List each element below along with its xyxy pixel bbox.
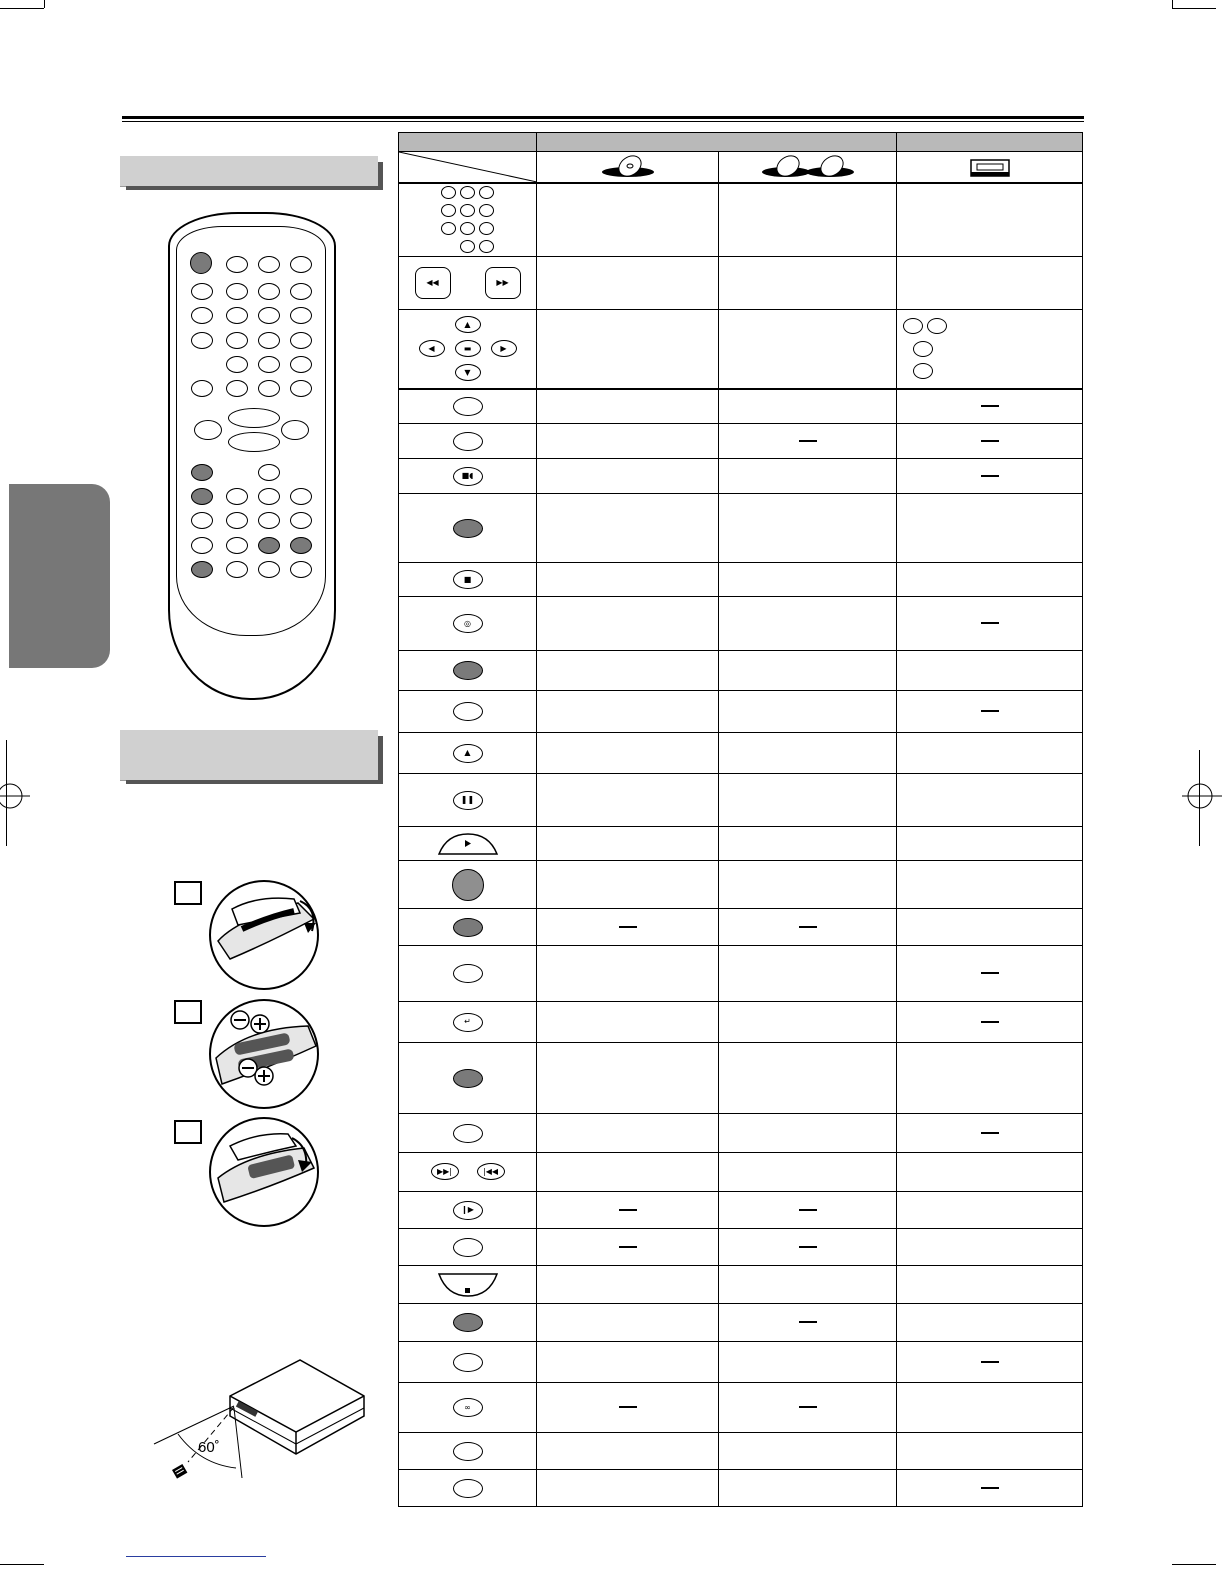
remote-button-icon — [226, 488, 248, 505]
table-row — [399, 1114, 1083, 1153]
slow-button-icon: ❙▶ — [399, 1192, 537, 1229]
dvd-cell — [537, 1266, 719, 1304]
remote-button-icon — [290, 512, 312, 529]
cd-cell — [719, 1266, 897, 1304]
remote-button-icon — [258, 283, 280, 300]
dark-button-icon — [399, 1304, 537, 1342]
blank-button-icon — [399, 389, 537, 424]
remote-button-icon — [258, 256, 280, 273]
vcr-cell — [897, 733, 1083, 774]
table-row — [399, 1433, 1083, 1470]
remote-rewind-icon — [194, 420, 222, 440]
vcr-cell — [897, 1114, 1083, 1153]
dvd-cell — [537, 733, 719, 774]
stop-button-icon — [399, 1266, 537, 1304]
blank-button-icon — [399, 1342, 537, 1383]
remote-button-icon — [191, 488, 213, 505]
dvd-cell — [537, 691, 719, 733]
vcr-cell — [897, 946, 1083, 1002]
table-row — [399, 1266, 1083, 1304]
remote-button-icon — [226, 256, 248, 273]
vcr-cell — [897, 424, 1083, 459]
vcr-cell — [897, 1383, 1083, 1433]
audio-button-icon: ■◖ — [399, 459, 537, 494]
cd-cell — [719, 563, 897, 597]
crop-mark — [0, 1564, 44, 1565]
table-row — [399, 257, 1083, 310]
vcr-cell — [897, 651, 1083, 691]
remote-button-icon — [258, 512, 280, 529]
remote-button-icon — [226, 512, 248, 529]
remote-button-icon — [226, 307, 248, 324]
not-available-dash — [799, 1209, 817, 1211]
vcr-cell — [897, 563, 1083, 597]
remote-button-icon — [226, 537, 248, 554]
cd-cell — [719, 733, 897, 774]
cd-cell — [719, 861, 897, 909]
vcr-cell — [897, 459, 1083, 494]
remote-button-icon — [191, 307, 213, 324]
table-row — [399, 774, 1083, 827]
cd-cell — [719, 310, 897, 389]
pause-button-icon: ❚❚ — [399, 774, 537, 827]
not-available-dash — [799, 1246, 817, 1248]
cd-cell — [719, 909, 897, 946]
header-cell — [399, 133, 537, 152]
remote-button-icon — [290, 537, 312, 554]
remote-button-icon — [258, 537, 280, 554]
step-box-1 — [174, 881, 202, 905]
power-button-icon — [399, 861, 537, 909]
dark-button-icon — [399, 494, 537, 563]
remote-button-icon — [258, 380, 280, 397]
table-row — [399, 1470, 1083, 1507]
not-available-dash — [981, 972, 999, 974]
table-row — [399, 183, 1083, 257]
vcr-cell — [897, 257, 1083, 310]
table-row — [399, 827, 1083, 861]
dvd-cell — [537, 1304, 719, 1342]
remote-button-icon — [258, 488, 280, 505]
cd-cell — [719, 1342, 897, 1383]
remote-range-illustration — [150, 1356, 370, 1486]
not-available-dash — [619, 1246, 637, 1248]
cd-cell — [719, 494, 897, 563]
remote-button-icon — [258, 561, 280, 578]
registration-mark — [0, 779, 40, 813]
blank-button-icon — [399, 946, 537, 1002]
vcr-cell — [897, 1433, 1083, 1470]
not-available-dash — [799, 1321, 817, 1323]
vcr-cell — [897, 774, 1083, 827]
not-available-dash — [799, 440, 817, 442]
header-cell — [897, 133, 1083, 152]
remote-button-icon — [191, 332, 213, 349]
remote-button-icon — [226, 332, 248, 349]
crop-mark — [44, 0, 45, 8]
table-row — [399, 651, 1083, 691]
angle-label: 60˚ — [198, 1439, 220, 1456]
diagonal-header-cell — [399, 152, 537, 184]
header-rule — [122, 116, 1084, 119]
remote-button-icon — [290, 380, 312, 397]
cd-cell — [719, 651, 897, 691]
dark-button-icon — [399, 1043, 537, 1114]
dvd-cell — [537, 389, 719, 424]
remote-button-icon — [258, 307, 280, 324]
cd-cell — [719, 1304, 897, 1342]
not-available-dash — [619, 1209, 637, 1211]
table-row — [399, 459, 1083, 494]
table-row — [399, 563, 1083, 597]
vhs-cassette-icon — [897, 152, 1083, 184]
cd-cell — [719, 691, 897, 733]
table-row — [399, 389, 1083, 424]
remote-button-icon — [191, 464, 213, 481]
table-row — [399, 691, 1083, 733]
blank-button-icon — [399, 1114, 537, 1153]
dvd-cell — [537, 1153, 719, 1192]
remote-button-icon — [290, 307, 312, 324]
cd-cell — [719, 424, 897, 459]
vcr-cell — [897, 1229, 1083, 1266]
table-row — [399, 733, 1083, 774]
cd-cell — [719, 1153, 897, 1192]
dvd-cell — [537, 909, 719, 946]
dvd-cell — [537, 1433, 719, 1470]
cd-cell — [719, 459, 897, 494]
dvd-cell — [537, 183, 719, 257]
header-cell — [537, 133, 897, 152]
not-available-dash — [981, 440, 999, 442]
cd-cell — [719, 1192, 897, 1229]
button-function-table — [398, 132, 1083, 1507]
dvd-cell — [537, 494, 719, 563]
table-row — [399, 310, 1083, 389]
remote-button-icon — [191, 512, 213, 529]
table-row — [399, 494, 1083, 563]
remote-button-icon — [226, 283, 248, 300]
dvd-disc-icon — [537, 152, 719, 184]
crop-mark — [0, 8, 44, 9]
remote-button-icon — [191, 283, 213, 300]
tape-button-icon: ∞ — [399, 1383, 537, 1433]
dvd-cell — [537, 1383, 719, 1433]
cd-cell — [719, 1114, 897, 1153]
remote-button-icon — [258, 464, 280, 481]
cd-cell — [719, 1002, 897, 1043]
dvd-cell — [537, 257, 719, 310]
step-box-3 — [174, 1120, 202, 1144]
remote-button-icon — [290, 356, 312, 373]
remote-stop-icon — [228, 432, 280, 452]
not-available-dash — [981, 710, 999, 712]
table-row — [399, 1043, 1083, 1114]
vcr-cell — [897, 1304, 1083, 1342]
cd-cell — [719, 1383, 897, 1433]
vcr-cell — [897, 1043, 1083, 1114]
remote-power-icon — [190, 252, 212, 274]
remote-button-icon — [191, 561, 213, 578]
band-shadow — [126, 780, 383, 784]
dvd-cell — [537, 597, 719, 651]
repeat-button-icon: ◎ — [399, 597, 537, 651]
registration-mark — [1176, 779, 1222, 813]
side-tab — [9, 484, 110, 668]
battery-cover-open-illustration — [208, 879, 322, 993]
vcr-cell — [897, 1153, 1083, 1192]
dvd-cell — [537, 1192, 719, 1229]
cd-cell — [719, 1229, 897, 1266]
cd-cell — [719, 597, 897, 651]
cd-cell — [719, 1433, 897, 1470]
table-row — [399, 597, 1083, 651]
vcr-cell — [897, 909, 1083, 946]
section-band — [120, 156, 378, 187]
not-available-dash — [981, 1361, 999, 1363]
dvd-cell — [537, 946, 719, 1002]
remote-button-icon — [226, 356, 248, 373]
dvd-cell — [537, 310, 719, 389]
vcr-cell — [897, 1342, 1083, 1383]
table-row — [399, 1342, 1083, 1383]
section-band — [120, 730, 378, 781]
vcr-cell — [897, 691, 1083, 733]
eject-button-icon: ▲ — [399, 733, 537, 774]
arrow-enter-buttons-icon: ▲ ◀ ▬ ▶ ▼ — [399, 310, 537, 389]
vcr-cell — [897, 597, 1083, 651]
vcr-cell — [897, 310, 1083, 389]
not-available-dash — [981, 475, 999, 477]
vcr-cell — [897, 1002, 1083, 1043]
remote-button-icon — [290, 256, 312, 273]
dvd-cell — [537, 774, 719, 827]
crop-mark — [1172, 1564, 1216, 1565]
vcr-cell — [897, 827, 1083, 861]
step-box-2 — [174, 1000, 202, 1024]
remote-button-icon — [258, 356, 280, 373]
cd-cell — [719, 183, 897, 257]
remote-button-icon — [226, 561, 248, 578]
vcr-cell — [897, 494, 1083, 563]
cd-cell — [719, 946, 897, 1002]
remote-button-icon — [191, 380, 213, 397]
not-available-dash — [981, 405, 999, 407]
table-row — [399, 946, 1083, 1002]
dvd-cell — [537, 1002, 719, 1043]
not-available-dash — [799, 1406, 817, 1408]
header-rule — [122, 121, 1084, 122]
vcr-cell — [897, 183, 1083, 257]
not-available-dash — [799, 926, 817, 928]
arrow-buttons-icon — [901, 317, 1082, 380]
remote-button-icon — [290, 561, 312, 578]
remote-button-icon — [290, 488, 312, 505]
rewind-fforward-buttons-icon: ◀◀ ▶▶ — [399, 257, 537, 310]
crop-mark — [1172, 8, 1216, 9]
play-button-icon — [399, 827, 537, 861]
vcr-cell — [897, 861, 1083, 909]
dvd-cell — [537, 563, 719, 597]
table-row — [399, 424, 1083, 459]
battery-insert-illustration — [208, 998, 322, 1112]
not-available-dash — [981, 1487, 999, 1489]
remote-button-icon — [226, 380, 248, 397]
dvd-cell — [537, 1043, 719, 1114]
dvd-cell — [537, 827, 719, 861]
dark-button-icon — [399, 909, 537, 946]
not-available-dash — [619, 1406, 637, 1408]
band-shadow — [378, 736, 383, 784]
footer-rule — [126, 1556, 266, 1557]
table-row — [399, 1153, 1083, 1192]
table-row — [399, 1304, 1083, 1342]
cd-cell — [719, 389, 897, 424]
dark-button-icon — [399, 651, 537, 691]
number-buttons-icon — [399, 183, 537, 257]
blank-button-icon — [399, 1229, 537, 1266]
dvd-cell — [537, 424, 719, 459]
table-row — [399, 1229, 1083, 1266]
remote-button-icon — [290, 332, 312, 349]
table-row — [399, 1383, 1083, 1433]
cd-cell — [719, 1043, 897, 1114]
cd-cell — [719, 774, 897, 827]
remote-fforward-icon — [281, 420, 309, 440]
dvd-cell — [537, 651, 719, 691]
blank-button-icon — [399, 691, 537, 733]
cd-cell — [719, 1470, 897, 1507]
dvd-cell — [537, 1229, 719, 1266]
vcr-cell — [897, 1266, 1083, 1304]
vcr-cell — [897, 1192, 1083, 1229]
not-available-dash — [981, 1021, 999, 1023]
dvd-cell — [537, 1470, 719, 1507]
vcr-cell — [897, 389, 1083, 424]
record-mode-button-icon: ■ — [399, 563, 537, 597]
blank-button-icon — [399, 1470, 537, 1507]
table-row — [399, 861, 1083, 909]
remote-button-icon — [258, 332, 280, 349]
cd-discs-icon — [719, 152, 897, 184]
return-button-icon: ↵ — [399, 1002, 537, 1043]
crop-mark — [1172, 0, 1173, 8]
not-available-dash — [981, 1132, 999, 1134]
table-row — [399, 1002, 1083, 1043]
not-available-dash — [981, 622, 999, 624]
table-row — [399, 1192, 1083, 1229]
dvd-cell — [537, 861, 719, 909]
remote-button-icon — [191, 537, 213, 554]
vcr-cell — [897, 1470, 1083, 1507]
blank-button-icon — [399, 424, 537, 459]
remote-button-icon — [290, 283, 312, 300]
cd-cell — [719, 827, 897, 861]
dvd-cell — [537, 459, 719, 494]
blank-button-icon — [399, 1433, 537, 1470]
remote-play-icon — [228, 408, 280, 428]
battery-cover-close-illustration — [208, 1116, 322, 1230]
dvd-cell — [537, 1342, 719, 1383]
band-shadow — [126, 186, 383, 190]
dvd-cell — [537, 1114, 719, 1153]
skip-buttons-icon: ▶▶| |◀◀ — [399, 1153, 537, 1192]
not-available-dash — [619, 926, 637, 928]
cd-cell — [719, 257, 897, 310]
table-row — [399, 909, 1083, 946]
